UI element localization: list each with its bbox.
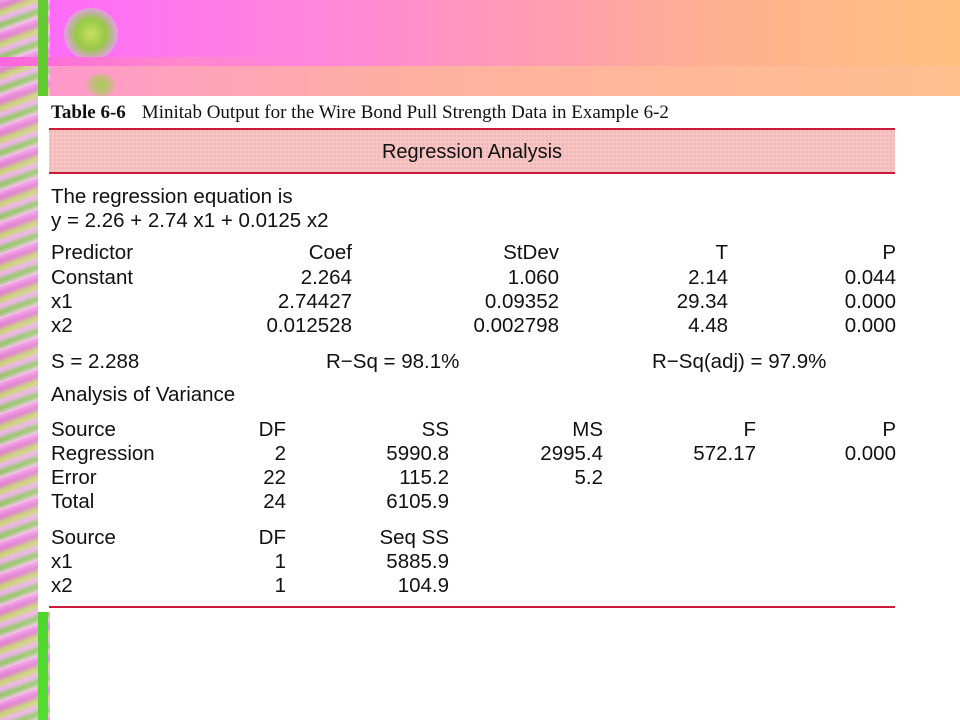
s-statistic: S = 2.288 (51, 350, 140, 373)
f-value: 572.17 (693, 442, 756, 465)
ms-value: 2995.4 (540, 442, 603, 465)
table-number: Table 6-6 (51, 102, 126, 123)
p-value: 0.000 (844, 290, 896, 313)
decorative-flower-small (86, 74, 116, 96)
t-value: 29.34 (676, 290, 728, 313)
df-value: 1 (274, 574, 286, 597)
df-value: 22 (263, 466, 286, 489)
equation-formula: y = 2.26 + 2.74 x1 + 0.0125 x2 (51, 209, 329, 232)
p-value: 0.044 (844, 266, 896, 289)
ss-value: 6105.9 (386, 490, 449, 513)
df-header: DF (258, 418, 286, 441)
table-title: Minitab Output for the Wire Bond Pull Strength Data in Example 6-2 (141, 102, 669, 123)
coef-value: 2.74427 (277, 290, 352, 313)
df-value: 2 (274, 442, 286, 465)
predictor-name: Constant (51, 266, 134, 289)
source-name: Total (51, 490, 95, 513)
t-value: 4.48 (688, 314, 728, 337)
section-header: Regression Analysis (381, 141, 563, 163)
p-value: 0.000 (844, 314, 896, 337)
coef-value: 0.012528 (266, 314, 352, 337)
df-value: 1 (274, 550, 286, 573)
header-rule (49, 172, 895, 174)
source-name: Regression (51, 442, 155, 465)
stdev-value: 1.060 (507, 266, 559, 289)
predictor-name: x1 (51, 290, 73, 313)
seq-ss-value: 5885.9 (386, 550, 449, 573)
ss-value: 5990.8 (386, 442, 449, 465)
ms-value: 5.2 (574, 466, 603, 489)
r-squared: R−Sq = 98.1% (326, 350, 460, 373)
source-header: Source (51, 526, 116, 549)
p-header: P (882, 418, 896, 441)
source-name: x2 (51, 574, 73, 597)
table-panel (38, 96, 904, 612)
equation-intro: The regression equation is (51, 185, 293, 208)
stdev-header: StDev (503, 241, 559, 264)
predictor-header-label: Predictor (51, 241, 134, 264)
bottom-rule (49, 606, 895, 608)
stdev-value: 0.002798 (473, 314, 559, 337)
table-caption (51, 102, 669, 124)
df-header: DF (258, 526, 286, 549)
p-header: P (882, 241, 896, 264)
p-value: 0.000 (844, 442, 896, 465)
header-band (49, 130, 895, 172)
anova-title: Analysis of Variance (51, 383, 236, 406)
background-band (50, 66, 960, 96)
source-name: Error (51, 466, 97, 489)
r-squared-adjusted: R−Sq(adj) = 97.9% (652, 350, 827, 373)
ss-header: SS (421, 418, 449, 441)
seq-ss-header: Seq SS (379, 526, 449, 549)
t-header: T (715, 241, 728, 264)
coef-header: Coef (308, 241, 352, 264)
stdev-value: 0.09352 (484, 290, 559, 313)
t-value: 2.14 (688, 266, 728, 289)
source-name: x1 (51, 550, 73, 573)
df-value: 24 (263, 490, 286, 513)
decorative-flower (64, 8, 118, 60)
f-header: F (743, 418, 756, 441)
source-header: Source (51, 418, 116, 441)
ms-header: MS (572, 418, 603, 441)
predictor-name: x2 (51, 314, 73, 337)
coef-value: 2.264 (300, 266, 352, 289)
ss-value: 115.2 (399, 466, 449, 489)
seq-ss-value: 104.9 (397, 574, 449, 597)
